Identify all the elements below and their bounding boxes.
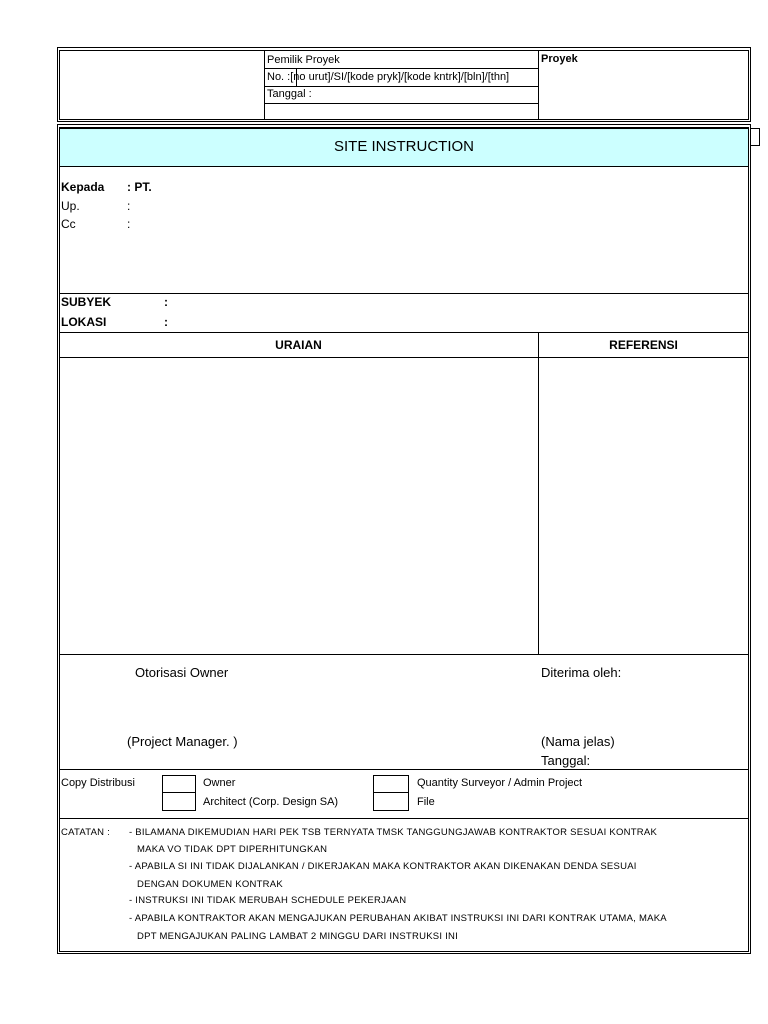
page-title: SITE INSTRUCTION — [333, 138, 474, 155]
note-line: DPT MENGAJUKAN PALING LAMBAT 2 MINGGU DARI INSTRUKSI INI — [137, 931, 459, 942]
kepada-label: Kepada — [61, 180, 105, 194]
note-line: - APABILA SI INI TIDAK DIJALANKAN / DIKERJAKAN MAKA KONTRAKTOR AKAN DIKENAKAN DENDA SESUAI — [129, 861, 637, 872]
option-architect: Architect (Corp. Design SA) — [203, 796, 339, 808]
checkbox-file[interactable] — [373, 792, 409, 811]
option-quantity-surveyor: Quantity Surveyor / Admin Project — [417, 777, 583, 789]
up-value: : — [127, 199, 131, 213]
subyek-value: : — [164, 295, 168, 309]
note-line: - APABILA KONTRAKTOR AKAN MENGAJUKAN PERUBAHAN AKIBAT INSTRUKSI INI DARI KONTRAK UTAMA, MAKA — [129, 913, 667, 924]
option-owner: Owner — [203, 777, 236, 789]
uraian-header: URAIAN — [275, 338, 322, 352]
number-label: No. :[no urut]/SI/[kode pryk]/[kode kntrk]/[bln]/[thn] — [267, 71, 510, 83]
project-label: Proyek — [541, 53, 578, 65]
receipt-date-label: Tanggal: — [541, 753, 591, 768]
note-line: - INSTRUKSI INI TIDAK MERUBAH SCHEDULE PEKERJAAN — [129, 895, 407, 906]
project-manager-label: (Project Manager. ) — [127, 734, 238, 749]
referensi-area[interactable] — [539, 358, 748, 653]
cc-value: : — [127, 217, 131, 231]
notes-label: CATATAN : — [61, 827, 111, 838]
side-mark — [750, 128, 760, 146]
cc-label: Cc — [61, 217, 76, 231]
up-label: Up. — [61, 199, 80, 213]
date-label: Tanggal : — [267, 88, 312, 100]
option-file: File — [417, 796, 435, 808]
referensi-header: REFERENSI — [609, 338, 678, 352]
kepada-value: : PT. — [127, 180, 152, 194]
note-line: DENGAN DOKUMEN KONTRAK — [137, 879, 283, 890]
owner-authorization: Otorisasi Owner — [135, 665, 229, 680]
checkbox-architect[interactable] — [162, 792, 196, 811]
uraian-area[interactable] — [60, 358, 537, 653]
lokasi-value: : — [164, 315, 168, 329]
received-by-label: Diterima oleh: — [541, 665, 622, 680]
full-name-label: (Nama jelas) — [541, 734, 615, 749]
checkbox-owner[interactable] — [162, 775, 196, 793]
lokasi-label: LOKASI — [61, 315, 107, 329]
note-line: - BILAMANA DIKEMUDIAN HARI PEK TSB TERNYATA TMSK TANGGUNGJAWAB KONTRAKTOR SESUAI KONTRAK — [129, 827, 658, 838]
distribution-label: Copy Distribusi — [61, 777, 135, 789]
note-line: MAKA VO TIDAK DPT DIPERHITUNGKAN — [137, 844, 328, 855]
checkbox-quantity-surveyor[interactable] — [373, 775, 409, 793]
subyek-label: SUBYEK — [61, 295, 112, 309]
owner-label: Pemilik Proyek — [267, 54, 340, 66]
